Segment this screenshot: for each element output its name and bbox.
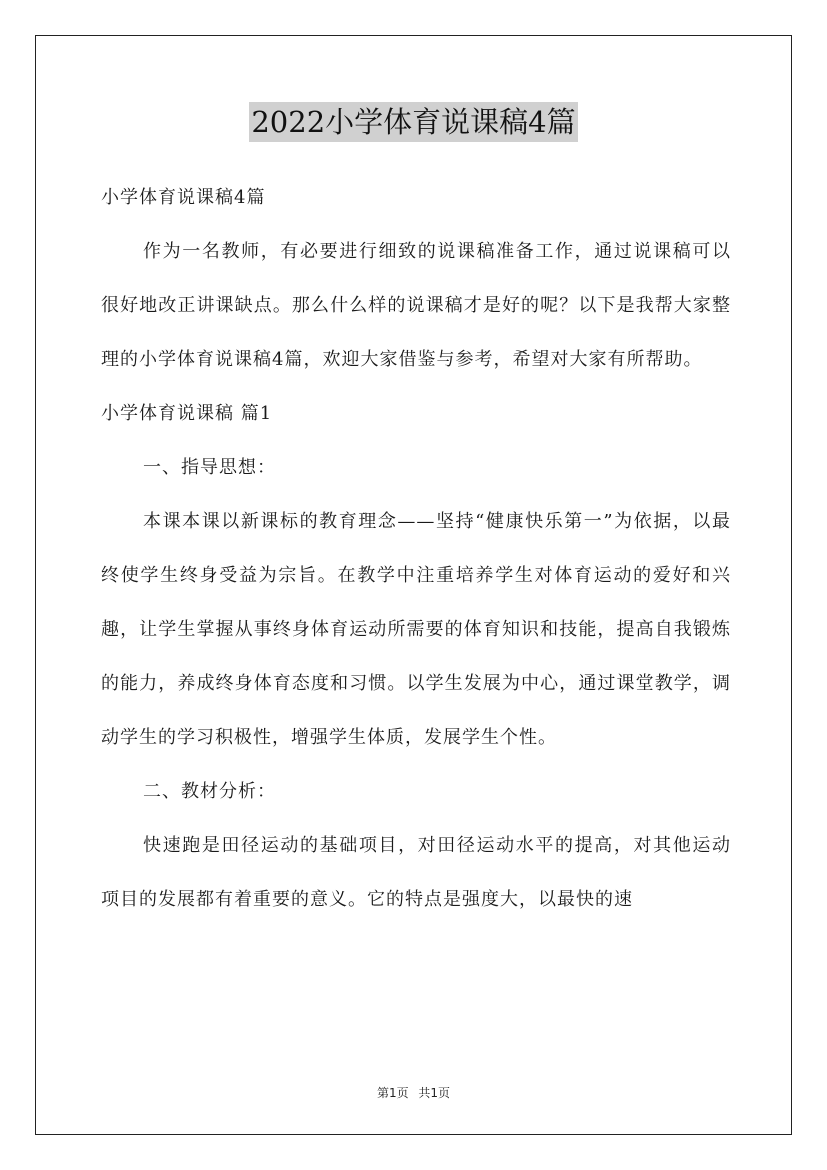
guiding-thought-paragraph: 本课本课以新课标的教育理念——坚持“健康快乐第一”为依据，以最终使学生终身受益为宗旨。在教学中注重培养学生对体育运动的爱好和兴趣，让学生掌握从事终身体育运动所需要的体育知识和技能，提高自我锻炼的能力，养成终身体育态度和习惯。以学生发展为中心，通过课堂教学，调动学生的学习积极性，增强学生体质，发展学生个性。 xyxy=(101,511,731,748)
material-analysis-paragraph: 快速跑是田径运动的基础项目，对田径运动水平的提高，对其他运动项目的发展都有着重要的意义。它的特点是强度大，以最快的速 xyxy=(101,835,731,910)
intro-paragraph: 作为一名教师，有必要进行细致的说课稿准备工作，通过说课稿可以很好地改正讲课缺点。那么什么样的说课稿才是好的呢？以下是我帮大家整理的小学体育说课稿4篇，欢迎大家借鉴与参考，希望对大家有所帮助。 xyxy=(101,241,731,370)
subtitle-paragraph: 小学体育说课稿4篇 xyxy=(101,187,266,208)
document-title: 2022小学体育说课稿4篇 xyxy=(249,102,577,142)
document-body xyxy=(101,171,731,927)
page-footer xyxy=(0,1084,827,1101)
subheading-guiding-thought: 一、指导思想： xyxy=(143,457,276,478)
section-heading: 小学体育说课稿 篇1 xyxy=(101,403,273,424)
page-number: 第1页 xyxy=(376,1086,409,1100)
page-total: 共1页 xyxy=(418,1086,451,1100)
title-container xyxy=(0,102,827,142)
subheading-material-analysis: 二、教材分析： xyxy=(143,781,276,802)
